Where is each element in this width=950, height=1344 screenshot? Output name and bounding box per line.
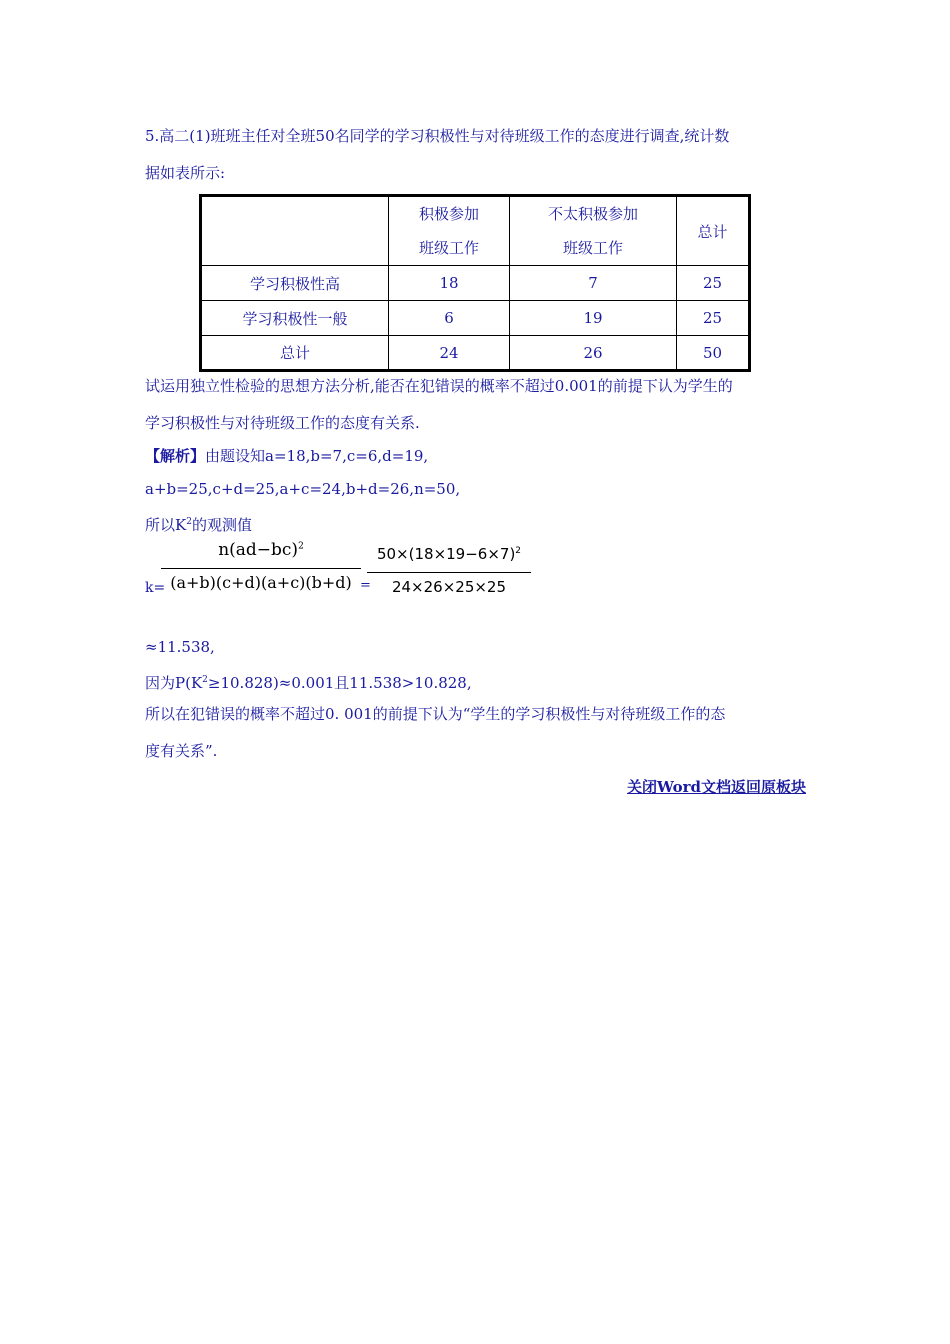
table-cell: 50 xyxy=(677,336,750,371)
row-label: 学习积极性一般 xyxy=(201,301,389,336)
solution-line-1 xyxy=(145,446,428,466)
problem-line-1: 5.高二(1)班班主任对全班50名同学的学习积极性与对待班级工作的态度进行调查,统计数 xyxy=(145,127,730,145)
header-text: 班级工作 xyxy=(418,239,479,257)
header-cell-total: 总计 xyxy=(677,196,750,266)
table-cell: 25 xyxy=(677,301,750,336)
formula-numerator-1 xyxy=(161,540,361,560)
formula-k-label: k= xyxy=(145,580,166,596)
table-header-row xyxy=(201,196,750,266)
table-row xyxy=(201,336,750,371)
table-cell: 18 xyxy=(389,266,510,301)
superscript: 2 xyxy=(202,675,208,685)
solution-line-3 xyxy=(145,512,252,535)
approx-line: ≈11.538, xyxy=(145,638,215,656)
header-text: 积极参加 xyxy=(418,205,479,223)
header-cell-inactive xyxy=(510,196,677,266)
text-segment: 因为P(K xyxy=(145,674,203,692)
table-cell: 26 xyxy=(510,336,677,371)
chi-square-formula xyxy=(145,540,545,600)
solution-line-2: a+b=25,c+d=25,a+c=24,b+d=26,n=50, xyxy=(145,480,461,498)
fraction-bar xyxy=(367,572,531,573)
table-cell: 6 xyxy=(389,301,510,336)
formula-equals: = xyxy=(360,578,371,593)
close-word-return-link[interactable]: 关闭Word文档返回原板块 xyxy=(626,778,806,796)
table-cell: 7 xyxy=(510,266,677,301)
superscript: 2 xyxy=(515,546,522,556)
table-cell: 24 xyxy=(389,336,510,371)
text-segment: ≥10.828)≈0.001且11.538>10.828, xyxy=(207,674,472,692)
solution-tag: 【解析】 xyxy=(145,447,206,465)
formula-numerator-2 xyxy=(367,545,531,563)
problem-line-2: 据如表所示: xyxy=(145,164,226,182)
solution-text: 由题设知a=18,b=7,c=6,d=19, xyxy=(205,447,429,465)
row-label: 学习积极性高 xyxy=(201,266,389,301)
because-line xyxy=(145,670,472,693)
superscript: 2 xyxy=(298,541,304,552)
table-row xyxy=(201,266,750,301)
table-cell: 25 xyxy=(677,266,750,301)
question-line-1: 试运用独立性检验的思想方法分析,能否在犯错误的概率不超过0.001的前提下认为学生的 xyxy=(145,377,733,395)
fraction-bar xyxy=(161,568,361,569)
table-cell: 19 xyxy=(510,301,677,336)
header-cell-active xyxy=(389,196,510,266)
formula-denominator-2: 24×26×25×25 xyxy=(391,578,507,596)
survey-table xyxy=(199,194,751,372)
table-corner-cell xyxy=(201,196,389,266)
text-segment: 50×(18×19−6×7) xyxy=(376,545,516,563)
text-segment: 的观测值 xyxy=(191,516,252,534)
table-row xyxy=(201,301,750,336)
text-segment: n(ad−bc) xyxy=(218,540,299,560)
formula-denominator-1: (a+b)(c+d)(a+c)(b+d) xyxy=(170,573,352,592)
question-line-2: 学习积极性与对待班级工作的态度有关系. xyxy=(145,414,420,432)
header-text: 班级工作 xyxy=(562,239,623,257)
text-segment: 所以K xyxy=(145,516,187,534)
superscript: 2 xyxy=(186,517,192,527)
conclusion-line-2: 度有关系”. xyxy=(145,742,218,760)
header-text: 不太积极参加 xyxy=(547,205,638,223)
conclusion-line-1: 所以在犯错误的概率不超过0. 001的前提下认为“学生的学习积极性与对待班级工作的态 xyxy=(145,705,726,723)
row-label: 总计 xyxy=(201,336,389,371)
